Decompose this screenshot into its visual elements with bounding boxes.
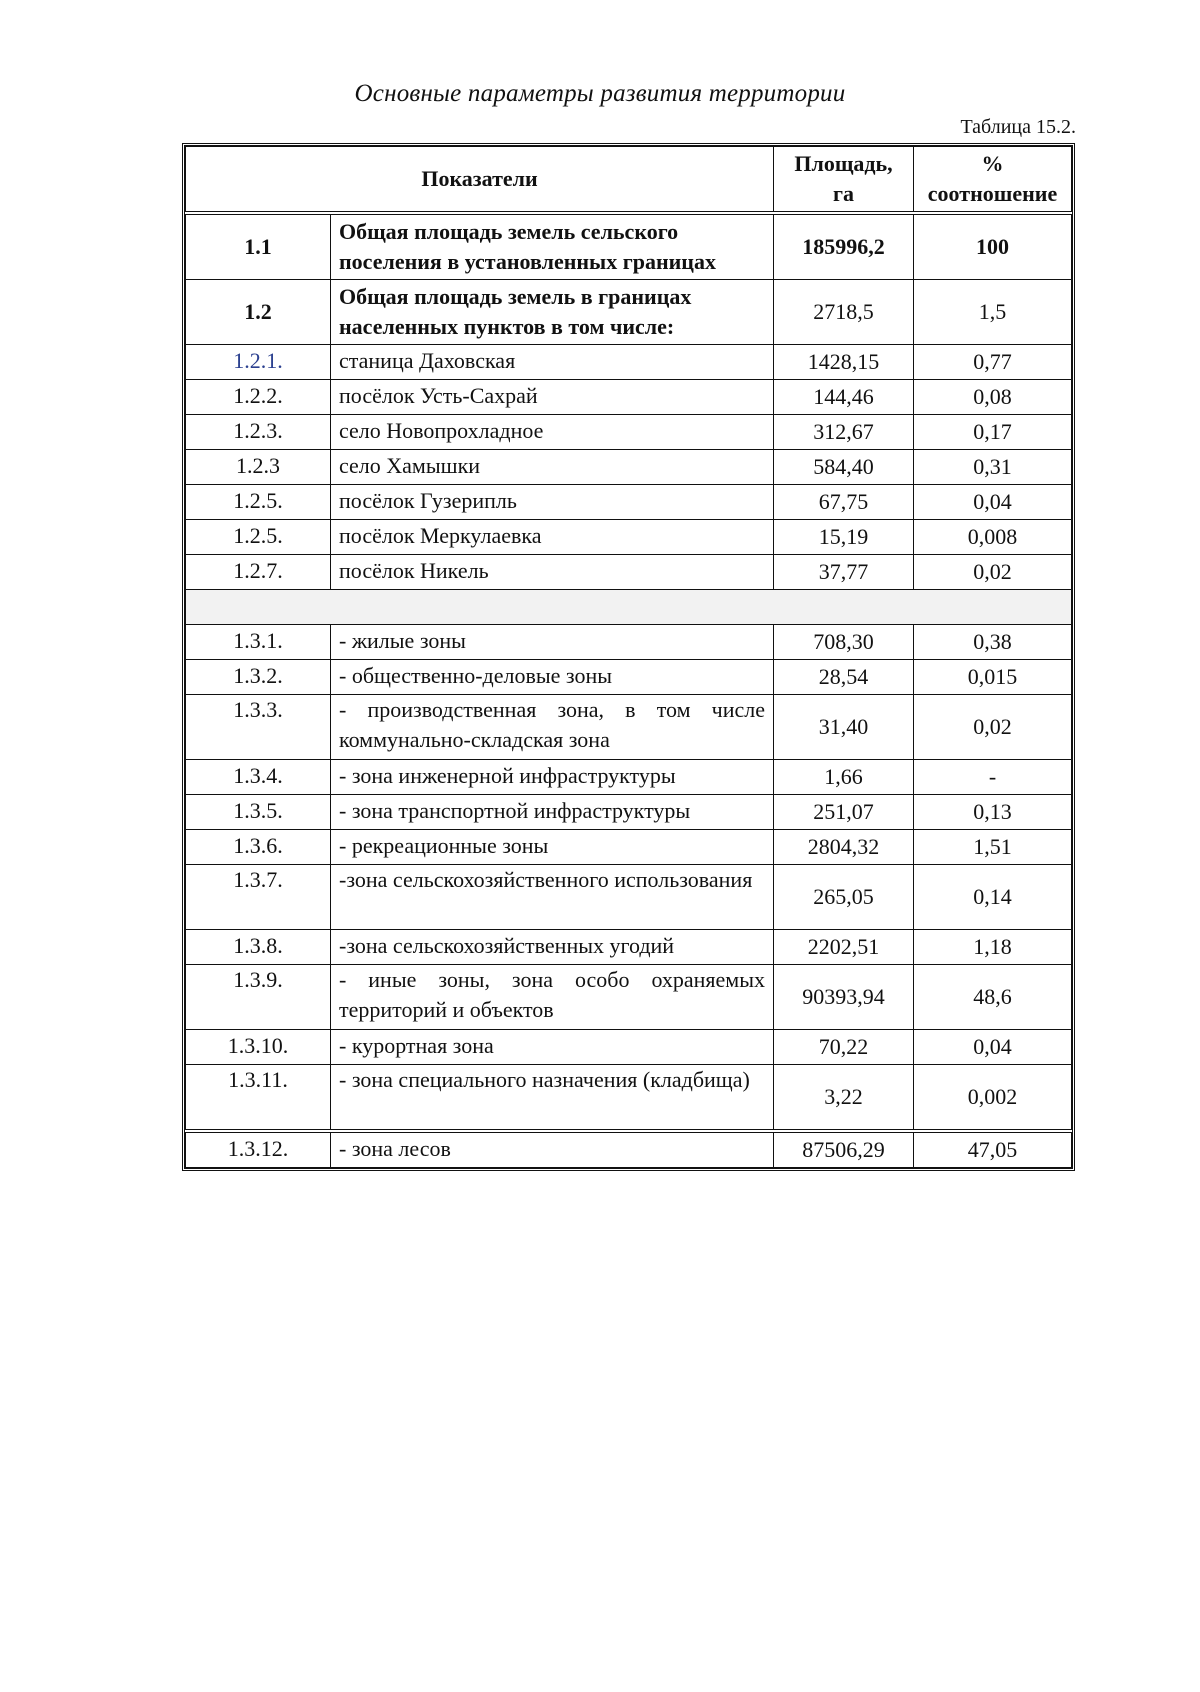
row-area: 3,22 [774,1065,914,1132]
header-area-line2: га [833,181,855,206]
row-ratio: 0,77 [914,345,1072,380]
table-row [186,520,1072,555]
row-area: 708,30 [774,625,914,660]
row-ratio: 0,13 [914,795,1072,830]
row-indicator: -зона сельскохозяйственных угодий [331,930,774,965]
row-ratio: 0,14 [914,865,1072,930]
table-number: Таблица 15.2. [960,116,1076,138]
row-area: 1428,15 [774,345,914,380]
row-number: 1.1 [186,213,331,280]
row-number: 1.2.5. [186,520,331,555]
row-indicator: посёлок Усть-Сахрай [331,380,774,415]
row-ratio: 0,38 [914,625,1072,660]
header-ratio-line2: соотношение [927,181,1058,206]
row-ratio: 0,31 [914,450,1072,485]
table-separator-row [186,590,1072,625]
row-number: 1.3.7. [186,865,331,930]
row-indicator: посёлок Никель [331,555,774,590]
row-area: 37,77 [774,555,914,590]
row-ratio: 0,02 [914,695,1072,760]
row-ratio: 1,18 [914,930,1072,965]
row-ratio: 1,51 [914,830,1072,865]
row-indicator: станица Даховская [331,345,774,380]
table-row [186,1030,1072,1065]
row-indicator: посёлок Меркулаевка [331,520,774,555]
row-number: 1.2.1. [186,345,331,380]
row-number: 1.3.9. [186,965,331,1030]
row-area: 15,19 [774,520,914,555]
row-number: 1.3.5. [186,795,331,830]
table-row [186,1065,1072,1132]
table-row [186,965,1072,1030]
parameters-table [185,146,1072,1168]
row-ratio: 0,002 [914,1065,1072,1132]
row-number: 1.3.2. [186,660,331,695]
row-area: 31,40 [774,695,914,760]
row-number: 1.3.10. [186,1030,331,1065]
table-header-row [186,147,1072,214]
table-row [186,830,1072,865]
row-number: 1.2.7. [186,555,331,590]
row-area: 2804,32 [774,830,914,865]
table-row [186,380,1072,415]
row-area: 312,67 [774,415,914,450]
row-ratio: 0,015 [914,660,1072,695]
table-row [186,345,1072,380]
table-row [186,415,1072,450]
row-number: 1.3.6. [186,830,331,865]
row-indicator: - общественно-деловые зоны [331,660,774,695]
row-number: 1.2.5. [186,485,331,520]
table-row [186,930,1072,965]
row-ratio: 0,008 [914,520,1072,555]
row-number: 1.2 [186,280,331,345]
header-area-line1: Площадь, [794,151,893,176]
row-ratio: 48,6 [914,965,1072,1030]
row-indicator: - зона транспортной инфраструктуры [331,795,774,830]
table-row [186,213,1072,280]
row-ratio: 0,17 [914,415,1072,450]
row-ratio: 1,5 [914,280,1072,345]
row-area: 28,54 [774,660,914,695]
row-area: 70,22 [774,1030,914,1065]
row-area: 90393,94 [774,965,914,1030]
table-row [186,1131,1072,1168]
row-area: 67,75 [774,485,914,520]
row-area: 185996,2 [774,213,914,280]
row-ratio: 0,08 [914,380,1072,415]
row-number: 1.2.3. [186,415,331,450]
row-number: 1.2.3 [186,450,331,485]
table-row [186,695,1072,760]
table-row [186,865,1072,930]
row-number: 1.3.12. [186,1131,331,1168]
header-ratio-line1: % [981,151,1004,176]
table-row [186,485,1072,520]
row-indicator: - зона лесов [331,1131,774,1168]
row-area: 87506,29 [774,1131,914,1168]
row-indicator: - иные зоны, зона особо охраняемых территорий и объектов [331,965,774,1030]
row-area: 2202,51 [774,930,914,965]
row-indicator: -зона сельскохозяйственного использования [331,865,774,930]
row-indicator: Общая площадь земель сельского поселения в установленных границах [331,213,774,280]
row-ratio: 0,02 [914,555,1072,590]
table-row [186,660,1072,695]
row-ratio: 0,04 [914,1030,1072,1065]
document-title: Основные параметры развития территории [354,80,846,107]
row-ratio: 100 [914,213,1072,280]
header-indicator: Показатели [186,147,774,214]
row-area: 144,46 [774,380,914,415]
row-number: 1.3.3. [186,695,331,760]
row-number: 1.3.8. [186,930,331,965]
row-indicator: село Хамышки [331,450,774,485]
row-number: 1.2.2. [186,380,331,415]
row-number: 1.3.1. [186,625,331,660]
row-ratio: 0,04 [914,485,1072,520]
table-row [186,760,1072,795]
row-area: 2718,5 [774,280,914,345]
row-number: 1.3.4. [186,760,331,795]
row-ratio: - [914,760,1072,795]
separator-cell [186,590,1072,625]
row-indicator: - зона специального назначения (кладбища) [331,1065,774,1132]
row-area: 265,05 [774,865,914,930]
row-indicator: село Новопрохладное [331,415,774,450]
row-area: 584,40 [774,450,914,485]
row-number: 1.3.11. [186,1065,331,1132]
row-indicator: Общая площадь земель в границах населенных пунктов в том числе: [331,280,774,345]
table-row [186,795,1072,830]
row-indicator: - зона инженерной инфраструктуры [331,760,774,795]
header-area [774,147,914,214]
table-row [186,450,1072,485]
row-indicator: посёлок Гузерипль [331,485,774,520]
row-area: 1,66 [774,760,914,795]
table-row [186,625,1072,660]
table-row [186,555,1072,590]
row-ratio: 47,05 [914,1131,1072,1168]
row-indicator: - курортная зона [331,1030,774,1065]
row-indicator: - жилые зоны [331,625,774,660]
row-area: 251,07 [774,795,914,830]
parameters-table-frame [182,143,1075,1171]
row-indicator: - производственная зона, в том числе коммунально-складская зона [331,695,774,760]
row-indicator: - рекреационные зоны [331,830,774,865]
table-row [186,280,1072,345]
header-ratio [914,147,1072,214]
